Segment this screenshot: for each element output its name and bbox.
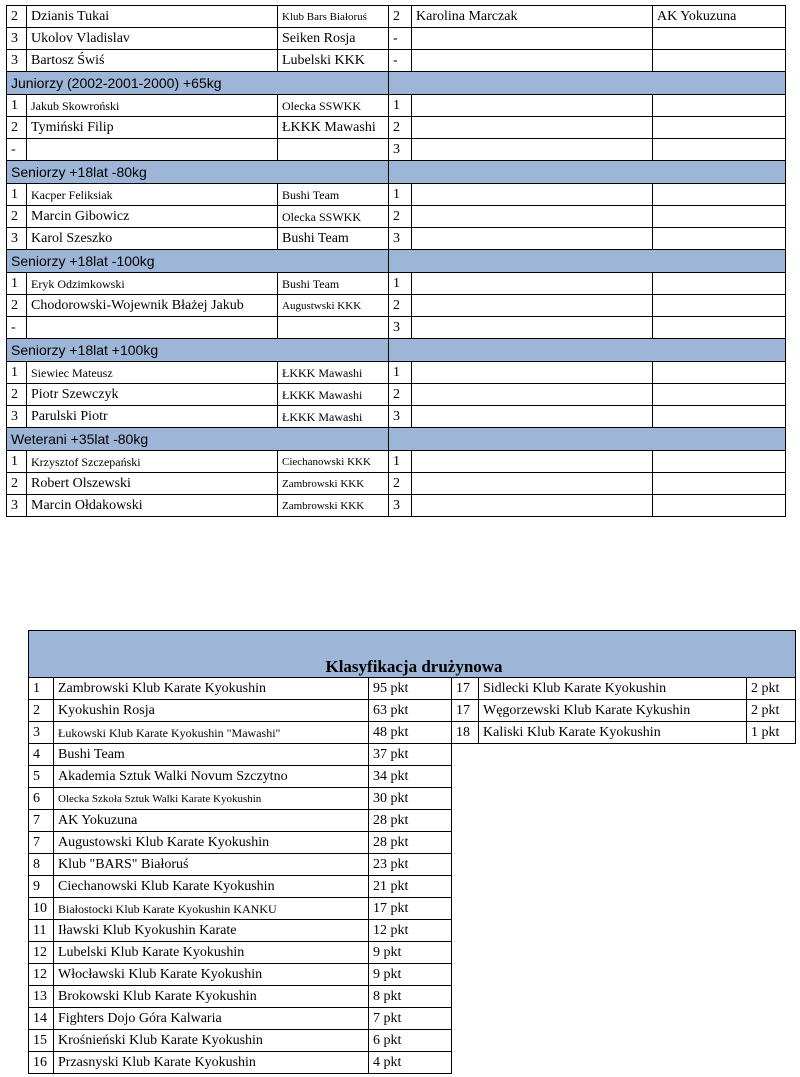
place-cell-2: 1: [389, 451, 412, 473]
competitor-name: Karol Szeszko: [27, 228, 278, 250]
team-points: 30 pkt: [369, 788, 452, 810]
competitor-name-2: [412, 50, 653, 72]
competitor-name-2: [412, 139, 653, 161]
team-row: [29, 854, 796, 876]
team-points: 28 pkt: [369, 832, 452, 854]
club-name: Zambrowski KKK: [278, 495, 389, 517]
club-name-2: [653, 317, 786, 339]
team-club-right: Kaliski Klub Karate Kyokushin: [479, 722, 747, 744]
category-title: Juniorzy (2002-2001-2000) +65kg: [7, 72, 389, 95]
competitor-name-2: [412, 95, 653, 117]
team-row: [29, 1052, 796, 1074]
empty-area: [452, 854, 796, 876]
club-name: ŁKKK Mawashi: [278, 117, 389, 139]
team-points: 9 pkt: [369, 942, 452, 964]
place-cell-2: 1: [389, 273, 412, 295]
result-row: [7, 206, 786, 228]
place-cell: 2: [7, 6, 27, 28]
competitor-name: Chodorowski-Wojewnik Błażej Jakub: [27, 295, 278, 317]
place-cell: 2: [7, 295, 27, 317]
team-row: [29, 1030, 796, 1052]
place-cell-2: 1: [389, 95, 412, 117]
team-place: 11: [29, 920, 54, 942]
place-cell: 2: [7, 384, 27, 406]
team-row: [29, 678, 796, 700]
team-place: 10: [29, 898, 54, 920]
club-name-2: [653, 117, 786, 139]
category-header-row: [7, 72, 786, 95]
empty-area: [452, 920, 796, 942]
team-row: [29, 788, 796, 810]
team-club: Akademia Sztuk Walki Novum Szczytno: [54, 766, 369, 788]
team-row: [29, 832, 796, 854]
competitor-name: [27, 139, 278, 161]
empty-area: [452, 942, 796, 964]
competitor-name: Krzysztof Szczepański: [27, 451, 278, 473]
team-place: 7: [29, 810, 54, 832]
place-cell: 1: [7, 273, 27, 295]
category-header-spacer: [389, 339, 786, 362]
place-cell: 3: [7, 228, 27, 250]
competitor-name-2: [412, 384, 653, 406]
result-row: [7, 184, 786, 206]
place-cell: 3: [7, 406, 27, 428]
team-place-right: 17: [452, 678, 479, 700]
club-name-2: [653, 384, 786, 406]
club-name: Bushi Team: [278, 273, 389, 295]
competitor-name-2: [412, 295, 653, 317]
team-place-right: 17: [452, 700, 479, 722]
team-points: 34 pkt: [369, 766, 452, 788]
team-club: AK Yokuzuna: [54, 810, 369, 832]
club-name: Zambrowski KKK: [278, 473, 389, 495]
result-row: [7, 495, 786, 517]
team-points: 48 pkt: [369, 722, 452, 744]
place-cell-2: 2: [389, 384, 412, 406]
team-points: 9 pkt: [369, 964, 452, 986]
team-club: Zambrowski Klub Karate Kyokushin: [54, 678, 369, 700]
empty-area: [452, 1030, 796, 1052]
empty-area: [452, 744, 796, 766]
team-points: 12 pkt: [369, 920, 452, 942]
place-cell-2: 3: [389, 139, 412, 161]
competitor-name-2: [412, 362, 653, 384]
empty-area: [452, 788, 796, 810]
team-place: 7: [29, 832, 54, 854]
team-club: Brokowski Klub Karate Kyokushin: [54, 986, 369, 1008]
place-cell-2: 3: [389, 406, 412, 428]
place-cell-2: 3: [389, 317, 412, 339]
club-name-2: [653, 295, 786, 317]
competitor-name: Robert Olszewski: [27, 473, 278, 495]
team-club: Lubelski Klub Karate Kyokushin: [54, 942, 369, 964]
team-row: [29, 1008, 796, 1030]
team-club: Klub "BARS" Białoruś: [54, 854, 369, 876]
competitor-name-2: [412, 206, 653, 228]
competitor-name: Marcin Gibowicz: [27, 206, 278, 228]
empty-area: [452, 898, 796, 920]
category-header-row: [7, 250, 786, 273]
team-club: Bushi Team: [54, 744, 369, 766]
team-row: [29, 920, 796, 942]
result-row: [7, 228, 786, 250]
team-points-right: 1 pkt: [747, 722, 796, 744]
team-club: Olecka Szkoła Sztuk Walki Karate Kyokushin: [54, 788, 369, 810]
club-name-2: [653, 273, 786, 295]
team-classification-table: [28, 630, 796, 1074]
team-row: [29, 986, 796, 1008]
competitor-name: Eryk Odzimkowski: [27, 273, 278, 295]
team-place: 5: [29, 766, 54, 788]
club-name: ŁKKK Mawashi: [278, 384, 389, 406]
place-cell-2: 2: [389, 206, 412, 228]
team-place: 6: [29, 788, 54, 810]
result-row: [7, 473, 786, 495]
result-row: [7, 6, 786, 28]
empty-area: [452, 1052, 796, 1074]
competitor-name-2: [412, 273, 653, 295]
club-name-2: [653, 28, 786, 50]
results-table: [6, 5, 786, 517]
competitor-name-2: [412, 117, 653, 139]
result-row: [7, 317, 786, 339]
place-cell: 2: [7, 206, 27, 228]
team-points: 8 pkt: [369, 986, 452, 1008]
team-points-right: 2 pkt: [747, 700, 796, 722]
team-row: [29, 766, 796, 788]
club-name-2: AK Yokuzuna: [653, 6, 786, 28]
team-row: [29, 700, 796, 722]
team-club: Augustowski Klub Karate Kyokushin: [54, 832, 369, 854]
team-row: [29, 964, 796, 986]
competitor-name-2: [412, 406, 653, 428]
result-row: [7, 50, 786, 72]
club-name: [278, 317, 389, 339]
place-cell-2: 1: [389, 184, 412, 206]
club-name-2: [653, 495, 786, 517]
club-name: [278, 139, 389, 161]
team-club-right: Sidlecki Klub Karate Kyokushin: [479, 678, 747, 700]
competitor-name-2: [412, 495, 653, 517]
place-cell-2: 1: [389, 362, 412, 384]
team-row: [29, 942, 796, 964]
team-place: 14: [29, 1008, 54, 1030]
club-name-2: [653, 50, 786, 72]
club-name-2: [653, 95, 786, 117]
club-name: Ciechanowski KKK: [278, 451, 389, 473]
place-cell-2: 2: [389, 473, 412, 495]
place-cell-2: -: [389, 50, 412, 72]
club-name-2: [653, 206, 786, 228]
competitor-name: Bartosz Świś: [27, 50, 278, 72]
competitor-name-2: Karolina Marczak: [412, 6, 653, 28]
team-club: Iławski Klub Kyokushin Karate: [54, 920, 369, 942]
competitor-name-2: [412, 28, 653, 50]
club-name: Bushi Team: [278, 184, 389, 206]
place-cell: 1: [7, 95, 27, 117]
result-row: [7, 273, 786, 295]
category-title: Weterani +35lat -80kg: [7, 428, 389, 451]
team-row: [29, 898, 796, 920]
result-row: [7, 28, 786, 50]
result-row: [7, 95, 786, 117]
team-points: 6 pkt: [369, 1030, 452, 1052]
team-club: Krośnieński Klub Karate Kyokushin: [54, 1030, 369, 1052]
result-row: [7, 451, 786, 473]
category-header-row: [7, 339, 786, 362]
team-club: Włocławski Klub Karate Kyokushin: [54, 964, 369, 986]
place-cell: 2: [7, 117, 27, 139]
club-name-2: [653, 139, 786, 161]
club-name: ŁKKK Mawashi: [278, 362, 389, 384]
team-place: 12: [29, 942, 54, 964]
team-classification-title: Klasyfikacja drużynowa: [29, 631, 796, 678]
club-name: Olecka SSWKK: [278, 206, 389, 228]
place-cell-2: 3: [389, 495, 412, 517]
competitor-name: Ukolov Vladislav: [27, 28, 278, 50]
club-name-2: [653, 451, 786, 473]
team-points: 4 pkt: [369, 1052, 452, 1074]
team-points: 17 pkt: [369, 898, 452, 920]
team-place: 2: [29, 700, 54, 722]
team-place: 13: [29, 986, 54, 1008]
competitor-name: Piotr Szewczyk: [27, 384, 278, 406]
team-club: Fighters Dojo Góra Kalwaria: [54, 1008, 369, 1030]
place-cell-2: 2: [389, 6, 412, 28]
category-header-spacer: [389, 250, 786, 273]
competitor-name: Marcin Ołdakowski: [27, 495, 278, 517]
club-name: Klub Bars Białoruś: [278, 6, 389, 28]
place-cell: 1: [7, 451, 27, 473]
competitor-name: Kacper Feliksiak: [27, 184, 278, 206]
club-name: Seiken Rosja: [278, 28, 389, 50]
place-cell: 3: [7, 50, 27, 72]
competitor-name: Parulski Piotr: [27, 406, 278, 428]
category-title: Seniorzy +18lat -80kg: [7, 161, 389, 184]
competitor-name-2: [412, 184, 653, 206]
place-cell: 3: [7, 28, 27, 50]
competitor-name-2: [412, 451, 653, 473]
team-place: 16: [29, 1052, 54, 1074]
club-name: ŁKKK Mawashi: [278, 406, 389, 428]
category-header-spacer: [389, 428, 786, 451]
place-cell: 1: [7, 184, 27, 206]
club-name-2: [653, 362, 786, 384]
empty-area: [452, 1008, 796, 1030]
team-row: [29, 876, 796, 898]
category-header-row: [7, 428, 786, 451]
result-row: [7, 139, 786, 161]
club-name-2: [653, 184, 786, 206]
empty-area: [452, 832, 796, 854]
team-club-right: Węgorzewski Klub Karate Kykushin: [479, 700, 747, 722]
club-name-2: [653, 473, 786, 495]
place-cell: 1: [7, 362, 27, 384]
category-title: Seniorzy +18lat +100kg: [7, 339, 389, 362]
team-place: 15: [29, 1030, 54, 1052]
team-points-right: 2 pkt: [747, 678, 796, 700]
category-header-spacer: [389, 72, 786, 95]
place-cell-2: 2: [389, 117, 412, 139]
place-cell-2: 3: [389, 228, 412, 250]
team-points: 95 pkt: [369, 678, 452, 700]
team-points: 28 pkt: [369, 810, 452, 832]
competitor-name-2: [412, 228, 653, 250]
team-place: 4: [29, 744, 54, 766]
empty-area: [452, 766, 796, 788]
club-name-2: [653, 406, 786, 428]
team-place-right: 18: [452, 722, 479, 744]
team-points: 21 pkt: [369, 876, 452, 898]
team-place: 3: [29, 722, 54, 744]
team-points: 7 pkt: [369, 1008, 452, 1030]
team-club: Białostocki Klub Karate Kyokushin KANKU: [54, 898, 369, 920]
competitor-name-2: [412, 317, 653, 339]
competitor-name: Siewiec Mateusz: [27, 362, 278, 384]
team-place: 12: [29, 964, 54, 986]
club-name: Augustwski KKK: [278, 295, 389, 317]
team-club: Ciechanowski Klub Karate Kyokushin: [54, 876, 369, 898]
category-header-spacer: [389, 161, 786, 184]
result-row: [7, 384, 786, 406]
empty-area: [452, 876, 796, 898]
team-club: Łukowski Klub Karate Kyokushin "Mawashi": [54, 722, 369, 744]
empty-area: [452, 986, 796, 1008]
category-header-row: [7, 161, 786, 184]
result-row: [7, 295, 786, 317]
club-name: Bushi Team: [278, 228, 389, 250]
club-name-2: [653, 228, 786, 250]
club-name: Lubelski KKK: [278, 50, 389, 72]
place-cell: -: [7, 139, 27, 161]
place-cell-2: -: [389, 28, 412, 50]
place-cell: -: [7, 317, 27, 339]
team-points: 63 pkt: [369, 700, 452, 722]
result-row: [7, 362, 786, 384]
team-place: 1: [29, 678, 54, 700]
place-cell: 2: [7, 473, 27, 495]
team-place: 9: [29, 876, 54, 898]
competitor-name-2: [412, 473, 653, 495]
competitor-name: Tymiński Filip: [27, 117, 278, 139]
place-cell-2: 2: [389, 295, 412, 317]
competitor-name: Jakub Skowroński: [27, 95, 278, 117]
team-row: [29, 722, 796, 744]
empty-area: [452, 810, 796, 832]
category-title: Seniorzy +18lat -100kg: [7, 250, 389, 273]
team-points: 37 pkt: [369, 744, 452, 766]
result-row: [7, 117, 786, 139]
competitor-name: Dzianis Tukai: [27, 6, 278, 28]
team-place: 8: [29, 854, 54, 876]
club-name: Olecka SSWKK: [278, 95, 389, 117]
competitor-name: [27, 317, 278, 339]
result-row: [7, 406, 786, 428]
team-row: [29, 810, 796, 832]
team-club: Przasnyski Klub Karate Kyokushin: [54, 1052, 369, 1074]
place-cell: 3: [7, 495, 27, 517]
team-title-row: [29, 631, 796, 678]
empty-area: [452, 964, 796, 986]
team-points: 23 pkt: [369, 854, 452, 876]
team-club: Kyokushin Rosja: [54, 700, 369, 722]
team-row: [29, 744, 796, 766]
